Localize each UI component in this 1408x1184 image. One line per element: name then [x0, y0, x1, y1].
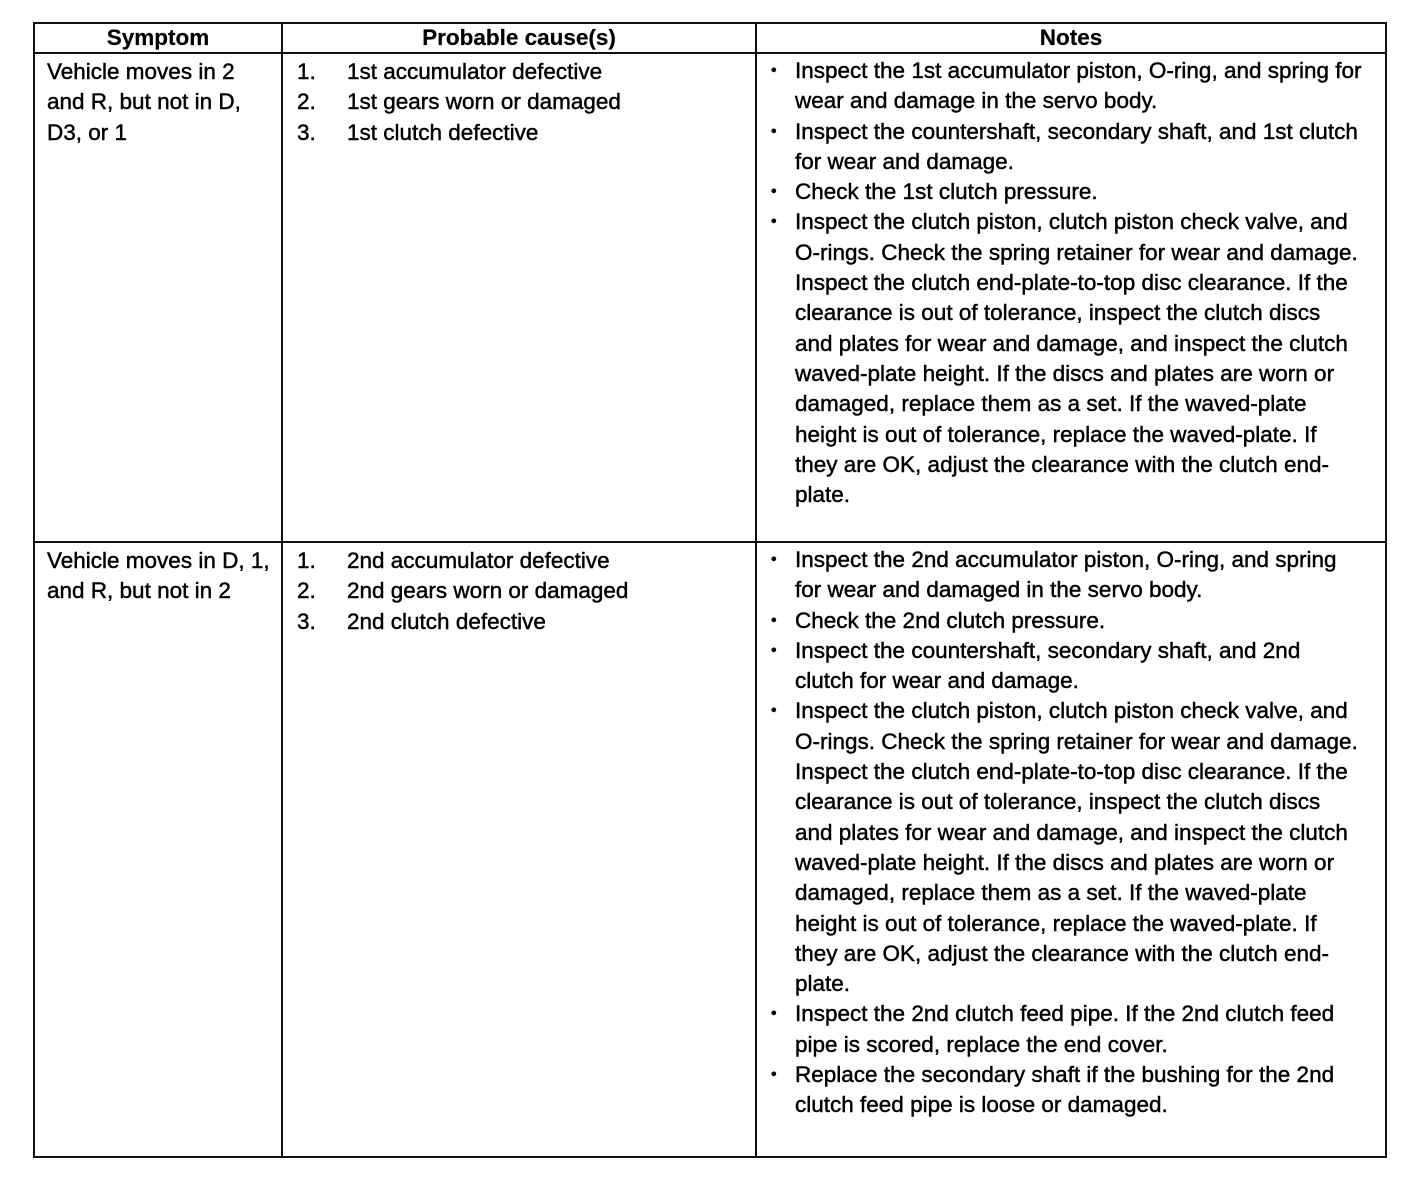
- symptom-cell: Vehicle moves in 2 and R, but not in D, D3, or 1: [34, 53, 282, 542]
- note-text: Inspect the clutch piston, clutch piston check valve, and O-rings. Check the spring retainer for wear and damage. Inspect the clutch end-plate-to-top disc clearance. If the clearance is out of tolerance, inspect the clutch discs and plates for wear and damage, and inspect the clutch waved-plate height. If the discs and plates are worn or damaged, replace them as a set. If the waved-plate height is out of tolerance, replace the waved-plate. If they are OK, adjust the clearance with the clutch end-plate.: [795, 209, 1358, 508]
- bullet-icon: •: [771, 641, 777, 659]
- cause-text: 2nd gears worn or damaged: [347, 578, 629, 604]
- note-item: [771, 999, 1375, 1060]
- note-text: Replace the secondary shaft if the bushing for the 2nd clutch feed pipe is loose or damaged.: [795, 1062, 1335, 1118]
- cause-text: 2nd accumulator defective: [347, 548, 610, 573]
- note-item: [771, 606, 1375, 636]
- note-text: Inspect the 2nd accumulator piston, O-ring, and spring for wear and damaged in the servo body.: [795, 547, 1337, 603]
- note-text: Inspect the 2nd clutch feed pipe. If the 2nd clutch feed pipe is scored, replace the end cover.: [795, 1001, 1335, 1057]
- cause-number: 3.: [297, 119, 316, 145]
- table-row: [34, 542, 1386, 1157]
- note-item: [771, 117, 1375, 178]
- cause-number: 2.: [297, 578, 316, 604]
- note-text: Check the 2nd clutch pressure.: [795, 607, 1106, 633]
- bullet-icon: •: [771, 611, 777, 629]
- cause-item: [297, 607, 755, 637]
- note-item: [771, 636, 1375, 697]
- notes-list: [757, 543, 1385, 1121]
- bullet-icon: •: [771, 213, 777, 231]
- causes-cell: [282, 542, 756, 1157]
- note-item: [771, 1060, 1375, 1121]
- cause-item: [297, 546, 755, 576]
- note-text: Inspect the 1st accumulator piston, O-ring, and spring for wear and damage in the servo body.: [795, 58, 1362, 114]
- cause-number: 3.: [297, 608, 316, 634]
- bullet-icon: •: [771, 1066, 777, 1084]
- cause-text: 1st gears worn or damaged: [347, 89, 621, 115]
- header-row: [34, 23, 1386, 53]
- note-item: [771, 56, 1375, 117]
- note-item: [771, 545, 1375, 606]
- cause-text: 1st accumulator defective: [347, 59, 603, 84]
- header-notes: Notes: [756, 23, 1386, 53]
- cause-item: [297, 87, 755, 117]
- note-text: Inspect the countershaft, secondary shaft, and 1st clutch for wear and damage.: [795, 118, 1358, 174]
- cause-number: 1.: [297, 548, 316, 573]
- cause-number: 2.: [297, 89, 316, 115]
- cause-text: 2nd clutch defective: [347, 608, 546, 634]
- bullet-icon: •: [771, 551, 777, 568]
- bullet-icon: •: [771, 183, 777, 201]
- note-text: Check the 1st clutch pressure.: [795, 179, 1098, 205]
- note-text: Inspect the countershaft, secondary shaft, and 2nd clutch for wear and damage.: [795, 637, 1301, 694]
- symptom-cell: Vehicle moves in D, 1, and R, but not in 2: [34, 542, 282, 1157]
- bullet-icon: •: [771, 62, 777, 79]
- cause-item: [297, 576, 755, 606]
- bullet-icon: •: [771, 122, 777, 140]
- cause-text: 1st clutch defective: [347, 119, 539, 145]
- troubleshooting-table: [33, 22, 1387, 1158]
- note-item: [771, 696, 1375, 999]
- cause-item: [297, 118, 755, 148]
- causes-cell: [282, 53, 756, 542]
- bullet-icon: •: [771, 1005, 777, 1023]
- notes-cell: [756, 53, 1386, 542]
- table-row: [34, 53, 1386, 542]
- causes-list: [283, 54, 755, 148]
- notes-cell: [756, 542, 1386, 1157]
- note-item: [771, 207, 1375, 510]
- causes-list: [283, 543, 755, 637]
- cause-item: [297, 57, 755, 87]
- header-probable-causes: Probable cause(s): [282, 23, 756, 53]
- bullet-icon: •: [771, 702, 777, 720]
- notes-list: [757, 54, 1385, 510]
- note-text: Inspect the clutch piston, clutch piston check valve, and O-rings. Check the spring retainer for wear and damage. Inspect the clutch end-plate-to-top disc clearance. If the clearance is out of tolerance, inspect the clutch discs and plates for wear and damage, and inspect the clutch waved-plate height. If the discs and plates are worn or damaged, replace them as a set. If the waved-plate height is out of tolerance, replace the waved-plate. If they are OK, adjust the clearance with the clutch end-plate.: [795, 698, 1358, 997]
- cause-number: 1.: [297, 59, 316, 84]
- header-symptom: Symptom: [34, 23, 282, 53]
- note-item: [771, 177, 1375, 207]
